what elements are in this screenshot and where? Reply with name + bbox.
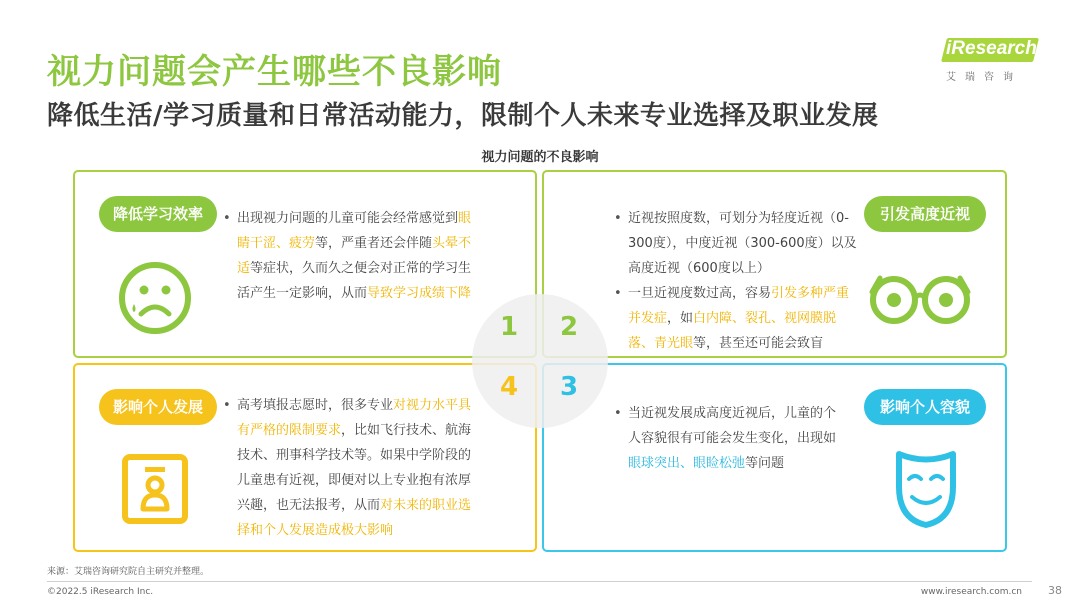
copyright-text: ©2022.5 iResearch Inc. bbox=[47, 587, 154, 597]
page-subtitle: 降低生活/学习质量和日常活动能力，限制个人未来专业选择及职业发展 bbox=[47, 101, 879, 131]
highlight-text: 引发多种严重并发症 bbox=[628, 286, 850, 326]
bullet-text: 等问题 bbox=[745, 456, 785, 471]
sad-face-icon bbox=[117, 260, 193, 340]
bullet-text: 高考填报志愿时，很多专业 bbox=[237, 398, 394, 413]
label-pill-myopia: 引发高度近视 bbox=[864, 196, 986, 232]
bullet-item bbox=[614, 281, 859, 356]
smiling-mask-icon bbox=[894, 449, 958, 533]
bullet-list-learning bbox=[223, 206, 478, 306]
bullet-item bbox=[614, 401, 844, 476]
bullet-text: 出现视力问题的儿童可能会经常感觉到 bbox=[237, 211, 459, 226]
quadrant-box-myopia bbox=[542, 170, 1007, 358]
label-pill-learning: 降低学习效率 bbox=[99, 196, 217, 232]
bullet-text: 等，严重者还会伴随 bbox=[315, 236, 433, 251]
logo-text: iResearch bbox=[946, 38, 1037, 59]
page-title: 视力问题会产生哪些不良影响 bbox=[47, 52, 502, 92]
bullet-text: 当近视发展成高度近视后，儿童的个人容貌很有可能会发生变化，出现如 bbox=[628, 406, 837, 446]
label-pill-development: 影响个人发展 bbox=[99, 389, 217, 425]
highlight-text: 对未来的职业选择和个人发展造成极大影响 bbox=[237, 498, 472, 538]
bullet-list-appearance bbox=[614, 401, 844, 476]
source-note: 来源：艾瑞咨询研究院自主研究并整理。 bbox=[47, 567, 210, 577]
highlight-text: 头晕不适 bbox=[237, 236, 472, 276]
bullet-text: ，比如飞行技术、航海技术、刑事科学技术等。如果中学阶段的儿童患有近视，即便对以上专业抱有浓厚兴趣，也无法报考，从而 bbox=[237, 423, 472, 513]
id-badge-icon bbox=[121, 453, 189, 529]
page-number: 38 bbox=[1048, 584, 1062, 597]
bullet-item bbox=[223, 206, 478, 306]
website-link[interactable]: www.iresearch.com.cn bbox=[920, 587, 1022, 597]
quadrant-number-2: 2 bbox=[559, 312, 579, 342]
footer-divider bbox=[47, 581, 1032, 582]
highlight-text: 白内障、裂孔、视网膜脱落、青光眼 bbox=[628, 311, 837, 351]
logo-subtitle: 艾瑞咨询 bbox=[946, 72, 1022, 83]
bullet-list-development bbox=[223, 393, 478, 543]
bullet-text: 近视按照度数，可划分为轻度近视（0-300度），中度近视（300-600度）以及高度近视（600度以上） bbox=[628, 211, 857, 276]
quadrant-number-4: 4 bbox=[499, 372, 519, 402]
label-pill-appearance: 影响个人容貌 bbox=[864, 389, 986, 425]
eyeglasses-icon bbox=[868, 268, 972, 332]
quadrant-number-1: 1 bbox=[499, 312, 519, 342]
bullet-text: 等，甚至还可能会致盲 bbox=[693, 336, 824, 351]
bullet-item bbox=[614, 206, 859, 281]
bullet-text: 等症状，久而久之便会对正常的学习生活产生一定影响，从而 bbox=[237, 261, 472, 301]
bullet-text: 一旦近视度数过高，容易 bbox=[628, 286, 772, 301]
bullet-text: ，如 bbox=[667, 311, 694, 326]
quadrant-number-3: 3 bbox=[559, 372, 579, 402]
center-number-circle bbox=[472, 294, 608, 428]
highlight-text: 对视力水平具有严格的限制要求 bbox=[237, 398, 472, 438]
bullet-list-myopia bbox=[614, 206, 859, 356]
highlight-text: 导致学习成绩下降 bbox=[367, 286, 472, 301]
section-title: 视力问题的不良影响 bbox=[481, 150, 599, 165]
bullet-item bbox=[223, 393, 478, 543]
quadrant-box-appearance bbox=[542, 363, 1007, 552]
quadrant-box-learning bbox=[73, 170, 537, 358]
quadrant-box-development bbox=[73, 363, 537, 552]
highlight-text: 眼睛干涩、疲劳 bbox=[237, 211, 472, 251]
highlight-text: 眼球突出、眼睑松弛 bbox=[628, 456, 746, 471]
iresearch-logo bbox=[938, 36, 1042, 84]
